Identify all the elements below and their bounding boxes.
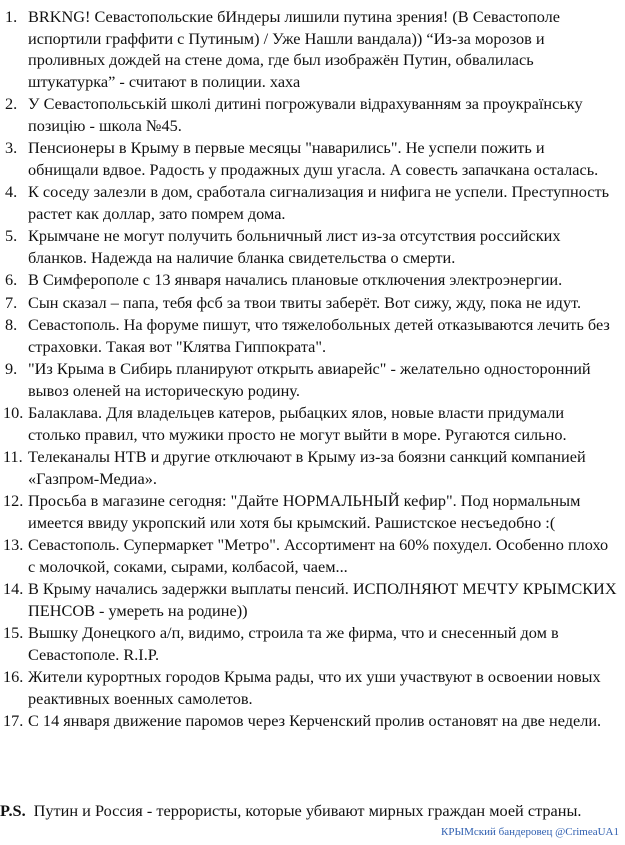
list-item [0,578,625,621]
list-item-number: 7. [5,292,18,312]
list-item [0,534,625,577]
news-list [0,6,625,732]
list-item-text: Пенсионеры в Крыму в первые месяцы "наварились". Не успели пожить и обнищали вдвое. Радость у продажных душ угасла. А совесть запачкана осталась. [28,138,599,180]
list-item-text: Крымчане не могут получить больничный лист из-за отсутствия российских бланков. Надежда на наличие бланка свидетельства о смерти. [28,226,561,268]
list-item-text: BRKNG! Севастопольские бИндеры лишили путина зрения! (В Севастополе испортили граффити с Путиным) / Уже Нашли вандала)) “Из-за морозов и проливных дождей на стене дома, где был изображён Путин, обвалилась штукатурка” - считают в полиции. хаха [28,7,560,92]
list-item [0,137,625,180]
list-item-number: 4. [5,182,18,202]
postscript-label: P.S. [0,801,26,820]
list-item-text: Телеканалы НТВ и другие отключают в Крыму из-за боязни санкций компанией «Газпром-Медиа». [28,447,586,488]
list-item [0,314,625,357]
list-item-text: Вышку Донецкого а/п, видимо, строила та же фирма, что и снесенный дом в Севастополе. R.I.P. [28,623,559,664]
list-item-text: Балаклава. Для владельцев катеров, рыбацких ялов, новые власти придумали столько правил, что мужики просто не могут выйти в море. Ругаются сильно. [28,403,567,444]
list-item-number: 13. [3,535,24,554]
list-item [0,269,625,291]
list-item [0,225,625,268]
list-item-text: К соседу залезли в дом, сработала сигнализация и нифига не успели. Преступность растет как доллар, зато помрем дома. [28,182,610,224]
list-item-text: Жители курортных городов Крыма рады, что их уши участвуют в освоении новых реактивных военных самолетов. [28,667,601,708]
list-item-text: В Крыму начались задержки выплаты пенсий. ИСПОЛНЯЮТ МЕЧТУ КРЫМСКИХ ПЕНСОВ - умереть на родине)) [28,579,617,620]
list-item-text: "Из Крыма в Сибирь планируют открыть авиарейс" - желательно односторонний вывоз оленей на историческую родину. [28,359,591,400]
list-item [0,181,625,224]
list-item-number: 1. [5,7,18,26]
list-item-number: 6. [5,270,18,290]
list-item-number: 9. [5,359,18,378]
list-item-text: Сын сказал – папа, тебя фсб за твои твиты заберёт. Вот сижу, жду, пока не идут. [28,292,582,312]
list-item-number: 17. [3,711,24,730]
author-signature: КРЫМский бандеровец @CrimeaUA1 [441,826,619,838]
list-item [0,358,625,401]
list-item [0,490,625,533]
list-item-number: 5. [5,226,18,246]
list-item [0,6,625,93]
list-item-number: 16. [3,667,24,686]
list-item-number: 14. [3,579,24,598]
list-item [0,292,625,314]
postscript-text: Путин и Россия - террористы, которые убивают мирных граждан моей страны. [33,801,582,820]
list-item-number: 15. [3,623,24,642]
list-item [0,710,625,732]
postscript [0,800,625,822]
list-item-number: 2. [5,94,18,114]
list-item-number: 10. [3,403,24,422]
list-item [0,666,625,709]
list-item-text: Севастополь. На форуме пишут, что тяжелобольных детей отказываются лечить без страховки. Такая вот "Клятва Гиппократа". [28,315,610,356]
list-item-text: В Симферополе с 13 января начались плановые отключения электроэнергии. [28,270,563,290]
list-item-number: 12. [3,491,24,510]
list-item-number: 3. [5,138,18,158]
list-item [0,622,625,665]
list-item-number: 8. [5,315,18,334]
list-item-text: С 14 января движение паромов через Керченский пролив остановят на две недели. [28,711,602,730]
list-item [0,446,625,489]
list-item-text: Просьба в магазине сегодня: "Дайте НОРМАЛЬНЫЙ кефир". Под нормальным имеется ввиду укропский или хотя бы крымский. Рашистское несъедобно :( [28,491,581,532]
list-item-text: Севастополь. Супермаркет "Метро". Ассортимент на 60% похудел. Особенно плохо с молочкой, соками, сырами, колбасой, чаем... [28,535,609,576]
list-item [0,93,625,136]
list-item-text: У Севастопольській школі дитині погрожували відрахуванням за проукраїнську позицію - школа №45. [28,94,583,136]
list-item [0,402,625,445]
list-item-number: 11. [3,447,23,466]
